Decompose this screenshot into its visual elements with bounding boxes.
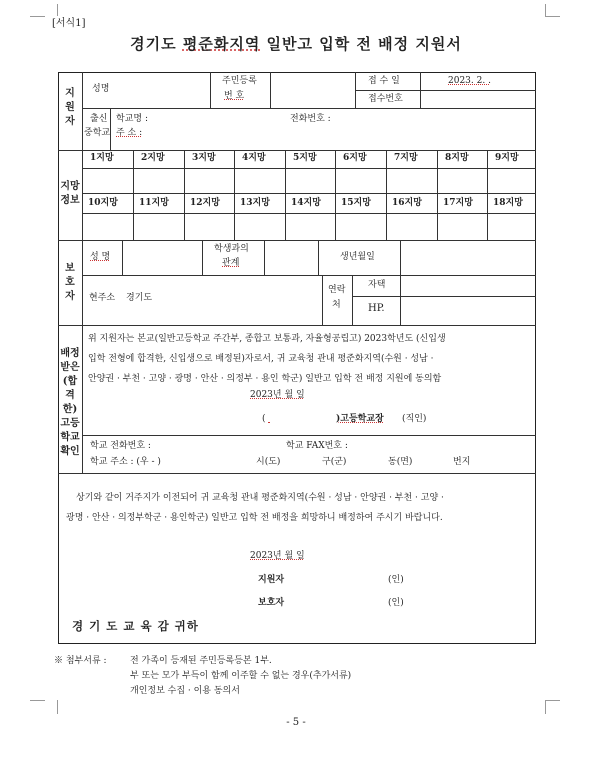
rule <box>285 150 286 240</box>
rule <box>110 108 111 150</box>
section-char: 자 <box>65 291 75 302</box>
preference-11: 11지망 <box>139 198 169 208</box>
addressee: 경 기 도 교 육 감 귀하 <box>72 619 199 633</box>
contact-label: 연락 <box>328 285 346 295</box>
crop-mark <box>545 700 559 714</box>
section-char: 정보 <box>60 195 80 206</box>
receipt-number-label: 접수번호 <box>368 94 403 104</box>
rule <box>352 275 353 325</box>
section-char: 원 <box>65 102 75 113</box>
crop-mark <box>30 700 45 701</box>
rule <box>133 150 134 240</box>
contact-label-2: 처 <box>332 300 341 310</box>
rule <box>335 150 336 240</box>
rule <box>322 275 323 325</box>
rule-preferences-bottom <box>58 240 536 241</box>
resident-number-label-2: 번 호 <box>224 91 245 101</box>
name-label: 성명 <box>92 84 110 94</box>
rule <box>437 150 438 240</box>
title-prefix: 경기도 <box>130 35 183 53</box>
section-char: 자 <box>65 116 75 127</box>
current-address-label: 현주소 <box>89 293 116 303</box>
rule <box>122 240 123 275</box>
guardian-seal: (인) <box>388 598 404 608</box>
address-gu-label: 구(군) <box>322 457 347 467</box>
attachment-item-1: 전 가족이 등재된 주민등록등본 1부. <box>130 656 272 666</box>
attachment-item-2: 부 또는 모가 부득이 함께 이주할 수 없는 경우(추가서류) <box>130 671 352 681</box>
rule <box>264 240 265 275</box>
current-address-value: 경기도 <box>126 293 153 303</box>
school-address-label: 주 소 : <box>116 128 143 138</box>
address-beonji-label: 번지 <box>453 457 471 467</box>
guardian-name-label: 성 명 <box>90 252 111 262</box>
rule <box>400 240 401 275</box>
page-title <box>0 33 592 54</box>
section-char: 보 <box>65 263 75 274</box>
preference-10: 10지망 <box>88 198 118 208</box>
home-phone-label: 자택 <box>368 280 386 290</box>
school-name-blank <box>268 414 338 425</box>
request-date: 2023년 월 일 <box>250 551 305 561</box>
relation-label-2: 관계 <box>222 258 240 268</box>
rule-section-column <box>82 72 83 473</box>
attachment-item-3: 개인정보 수집 · 이용 동의서 <box>130 686 240 696</box>
title-region: 평준화지역 <box>182 35 261 53</box>
phone-label: 전화번호 : <box>290 114 331 124</box>
rule <box>82 435 536 436</box>
rule <box>210 72 211 108</box>
consent-paragraph-line-1: 위 지원자는 본교(일반고등학교 주간부, 종합고 보통과, 자율형공립고) 2023학년도 (신입생 <box>88 334 446 344</box>
rule-applicant-bottom <box>58 150 536 151</box>
birth-date-label: 생년월일 <box>340 252 375 262</box>
preference-7: 7지망 <box>394 153 418 163</box>
section-char: 지망 <box>60 181 80 192</box>
rule <box>355 72 356 108</box>
rule <box>420 72 421 108</box>
preference-5: 5지망 <box>293 153 317 163</box>
crop-mark <box>545 700 560 701</box>
rule <box>318 240 319 275</box>
preference-18: 18지망 <box>493 198 523 208</box>
attachments-label: ※ 첨부서류 : <box>54 656 107 666</box>
preference-6: 6지망 <box>343 153 367 163</box>
form-tag: [서식1] <box>52 18 86 29</box>
school-name-paren-open: ( <box>262 414 266 424</box>
applicant-sign-label: 지원자 <box>258 575 285 585</box>
section-char: 받은 <box>60 362 80 373</box>
crop-mark <box>30 16 45 17</box>
school-principal-label: )고등학교장 <box>336 414 384 424</box>
receipt-date-value: 2023. 2. . <box>448 76 491 86</box>
rule <box>355 90 536 91</box>
crop-mark <box>44 700 58 714</box>
preference-16: 16지망 <box>392 198 422 208</box>
section-school-confirm-label <box>60 347 80 459</box>
section-char: 학교 <box>60 432 80 443</box>
resident-number-label: 주민등록 <box>222 76 257 86</box>
rule <box>202 240 203 275</box>
guardian-sign-label: 보호자 <box>258 598 285 608</box>
rule <box>386 150 387 240</box>
section-char: 고등 <box>60 418 80 429</box>
section-char: 배정 <box>60 348 80 359</box>
preference-14: 14지망 <box>291 198 321 208</box>
section-char: 한) <box>62 404 78 415</box>
preference-17: 17지망 <box>443 198 473 208</box>
rule <box>400 275 401 325</box>
title-suffix: 일반고 입학 전 배정 지원서 <box>260 35 462 53</box>
rule <box>82 168 536 169</box>
section-guardian-label <box>60 262 80 304</box>
preference-12: 12지망 <box>190 198 220 208</box>
preference-3: 3지망 <box>192 153 216 163</box>
preference-4: 4지망 <box>242 153 266 163</box>
section-applicant-label <box>60 87 80 129</box>
rule <box>82 193 536 194</box>
school-address-label: 학교 주소 : (우 - ) <box>90 457 161 467</box>
school-fax-label: 학교 FAX번호 : <box>286 441 348 451</box>
preference-15: 15지망 <box>341 198 371 208</box>
receipt-date-label: 접 수 일 <box>368 76 400 86</box>
section-char: (합격 <box>62 376 78 401</box>
rule <box>82 108 536 109</box>
section-char: 호 <box>65 277 75 288</box>
crop-mark <box>545 16 560 17</box>
rule <box>184 150 185 240</box>
rule <box>82 275 536 276</box>
school-name-label: 학교명 : <box>116 114 148 124</box>
rule <box>352 296 536 297</box>
official-seal-label: (직인) <box>402 414 427 424</box>
mobile-phone-label: HP. <box>368 303 385 314</box>
middle-school-label: 출신 <box>90 114 108 124</box>
applicant-seal: (인) <box>388 575 404 585</box>
address-si-label: 시(도) <box>256 457 281 467</box>
rule <box>487 150 488 240</box>
consent-paragraph-line-2: 입학 전형에 합격한, 신입생으로 배정된)자로서, 귀 교육청 관내 평준화지역(수원 · 성남 · <box>88 354 434 364</box>
middle-school-label-2: 중학교 <box>84 128 111 138</box>
rule-confirm-bottom <box>58 473 536 474</box>
rule <box>270 72 271 108</box>
relation-label: 학생과의 <box>214 244 249 254</box>
preference-8: 8지망 <box>445 153 469 163</box>
section-preferences-label <box>60 180 80 208</box>
consent-paragraph-line-3: 안양권 · 부천 · 고양 · 광명 · 안산 · 의정부 · 용인 학군) 일반고 입학 전 배정 지원에 동의함 <box>88 374 442 384</box>
section-char: 확인 <box>60 446 80 457</box>
rule <box>234 150 235 240</box>
section-char: 지 <box>65 88 75 99</box>
consent-date: 2023년 월 일 <box>250 390 305 400</box>
preference-2: 2지망 <box>141 153 165 163</box>
preference-13: 13지망 <box>240 198 270 208</box>
preference-9: 9지망 <box>495 153 519 163</box>
address-dong-label: 동(면) <box>388 457 413 467</box>
page-number: - 5 - <box>286 717 306 728</box>
school-phone-label: 학교 전화번호 : <box>90 441 151 451</box>
rule-guardian-bottom <box>58 325 536 326</box>
request-paragraph-line-1: 상기와 같이 거주지가 이전되어 귀 교육청 관내 평준화지역(수원 · 성남 · 안양권 · 부천 · 고양 · <box>76 493 444 503</box>
crop-mark <box>545 4 559 16</box>
request-paragraph-line-2: 광명 · 안산 · 의정부학군 · 용인학군) 일반고 입학 전 배정을 희망하니 배정하여 주시기 바랍니다. <box>66 513 443 523</box>
rule <box>82 213 536 214</box>
preference-1: 1지망 <box>90 153 114 163</box>
